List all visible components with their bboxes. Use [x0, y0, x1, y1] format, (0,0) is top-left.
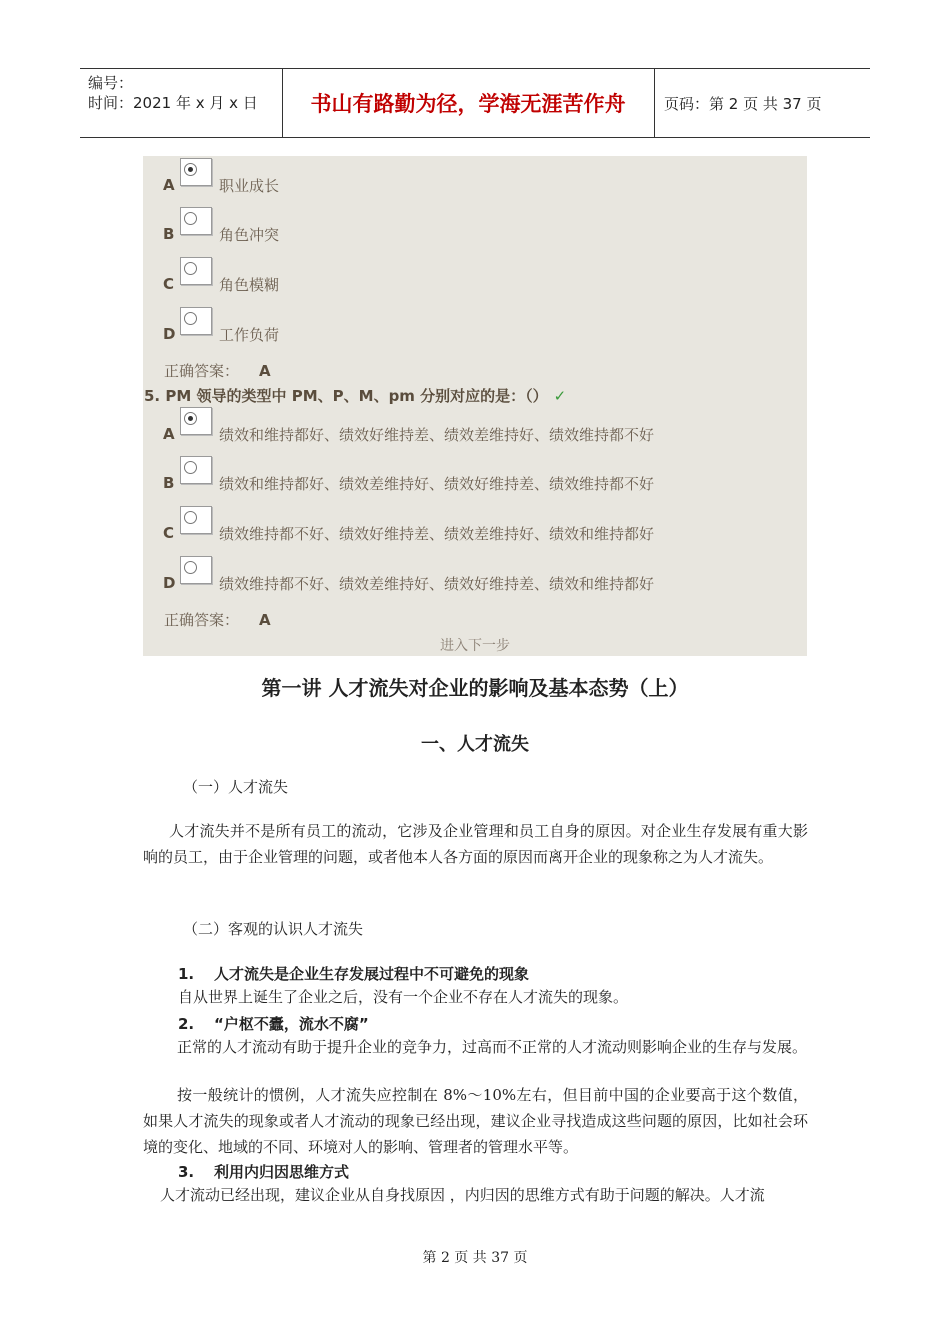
radio-box[interactable]	[180, 506, 212, 534]
option-text: 工作负荷	[219, 326, 280, 344]
option-letter: C	[163, 275, 175, 293]
header-page-info: 页码：第 2 页 共 37 页	[664, 94, 822, 113]
answer-label: 正确答案：	[164, 611, 240, 629]
item-2-text-2: 按一般统计的惯例，人才流失应控制在 8%～10%左右，但目前中国的企业要高于这个数值，如果人才流失的现象或者人才流动的现象已经出现，建议企业寻找造成这些问题的原因，比如社会环境的变化、地域的不同、环境对人的影响、管理者的管理水平等。	[143, 1086, 808, 1156]
item-2-text-1: 正常的人才流动有助于提升企业的竞争力，过高而不正常的人才流动则影响企业的生存与发展。	[177, 1038, 808, 1056]
radio-box[interactable]	[180, 556, 212, 584]
time-label: 时间：2021 年 x 月 x 日	[88, 94, 258, 112]
answer-value: A	[259, 362, 271, 380]
item-title: “户枢不蠹，流水不腐”	[214, 1015, 369, 1033]
q5-question	[144, 385, 566, 406]
radio-icon[interactable]	[184, 511, 197, 524]
number-label: 编号：	[88, 74, 134, 92]
header-motto: 书山有路勤为径，学海无涯苦作舟	[310, 92, 626, 116]
item-number: 3.	[178, 1163, 195, 1181]
answer-label: 正确答案：	[164, 362, 240, 380]
item-1-heading	[178, 963, 529, 984]
option-text: 角色冲突	[219, 226, 280, 244]
header-left	[88, 73, 258, 113]
subheading-2: （二）客观的认识人才流失	[183, 920, 364, 938]
radio-icon[interactable]	[184, 212, 197, 225]
option-letter: A	[163, 425, 175, 443]
radio-icon[interactable]	[184, 262, 197, 275]
radio-box[interactable]	[180, 207, 212, 235]
item-title: 人才流失是企业生存发展过程中不可避免的现象	[214, 965, 530, 983]
option-letter: A	[163, 176, 175, 194]
item-1-text: 自从世界上诞生了企业之后，没有一个企业不存在人才流失的现象。	[178, 988, 629, 1006]
question-text: 5. PM 领导的类型中 PM、P、M、pm 分别对应的是：（）	[144, 387, 548, 405]
check-icon: ✓	[553, 387, 567, 405]
option-text: 绩效和维持都好、绩效好维持差、绩效差维持好、绩效维持都不好	[219, 426, 655, 444]
option-text: 角色模糊	[219, 276, 280, 294]
radio-box[interactable]	[180, 456, 212, 484]
option-text: 绩效和维持都好、绩效差维持好、绩效好维持差、绩效维持都不好	[219, 475, 655, 493]
q5-correct-answer	[164, 609, 271, 630]
q4-correct-answer	[164, 360, 271, 381]
subheading-1: （一）人才流失	[183, 778, 289, 796]
item-3-heading	[178, 1161, 349, 1182]
next-step-link[interactable]: 进入下一步	[440, 638, 510, 654]
paragraph-1: 人才流失并不是所有员工的流动，它涉及企业管理和员工自身的原因。对企业生存发展有重大影响的员工，由于企业管理的问题，或者他本人各方面的原因而离开企业的现象称之为人才流失。	[143, 822, 808, 866]
item-title: 利用内归因思维方式	[214, 1163, 350, 1181]
option-letter: B	[163, 225, 175, 243]
radio-box[interactable]	[180, 407, 212, 435]
option-text: 职业成长	[219, 177, 280, 195]
item-number: 2.	[178, 1015, 195, 1033]
radio-box[interactable]	[180, 158, 212, 186]
radio-box[interactable]	[180, 257, 212, 285]
radio-box[interactable]	[180, 307, 212, 335]
section-title: 一、人才流失	[421, 734, 529, 755]
radio-icon[interactable]	[184, 561, 197, 574]
lecture-title: 第一讲 人才流失对企业的影响及基本态势（上）	[261, 676, 689, 700]
option-text: 绩效维持都不好、绩效好维持差、绩效差维持好、绩效和维持都好	[219, 525, 655, 543]
option-letter: D	[163, 325, 176, 343]
page-header	[80, 68, 870, 138]
option-letter: C	[163, 524, 175, 542]
option-text: 绩效维持都不好、绩效差维持好、绩效好维持差、绩效和维持都好	[219, 575, 655, 593]
quiz-panel	[143, 156, 807, 656]
radio-icon[interactable]	[184, 312, 197, 325]
radio-icon[interactable]	[184, 461, 197, 474]
radio-selected-icon[interactable]	[184, 163, 197, 176]
header-divider	[654, 69, 655, 137]
page-footer: 第 2 页 共 37 页	[422, 1250, 528, 1266]
item-2-heading	[178, 1013, 369, 1034]
option-letter: D	[163, 574, 176, 592]
item-number: 1.	[178, 965, 195, 983]
item-3-text: 人才流动已经出现，建议企业从自身找原因 ，内归因的思维方式有助于问题的解决。人才流	[160, 1186, 765, 1204]
radio-selected-icon[interactable]	[184, 412, 197, 425]
answer-value: A	[259, 611, 271, 629]
option-letter: B	[163, 474, 175, 492]
